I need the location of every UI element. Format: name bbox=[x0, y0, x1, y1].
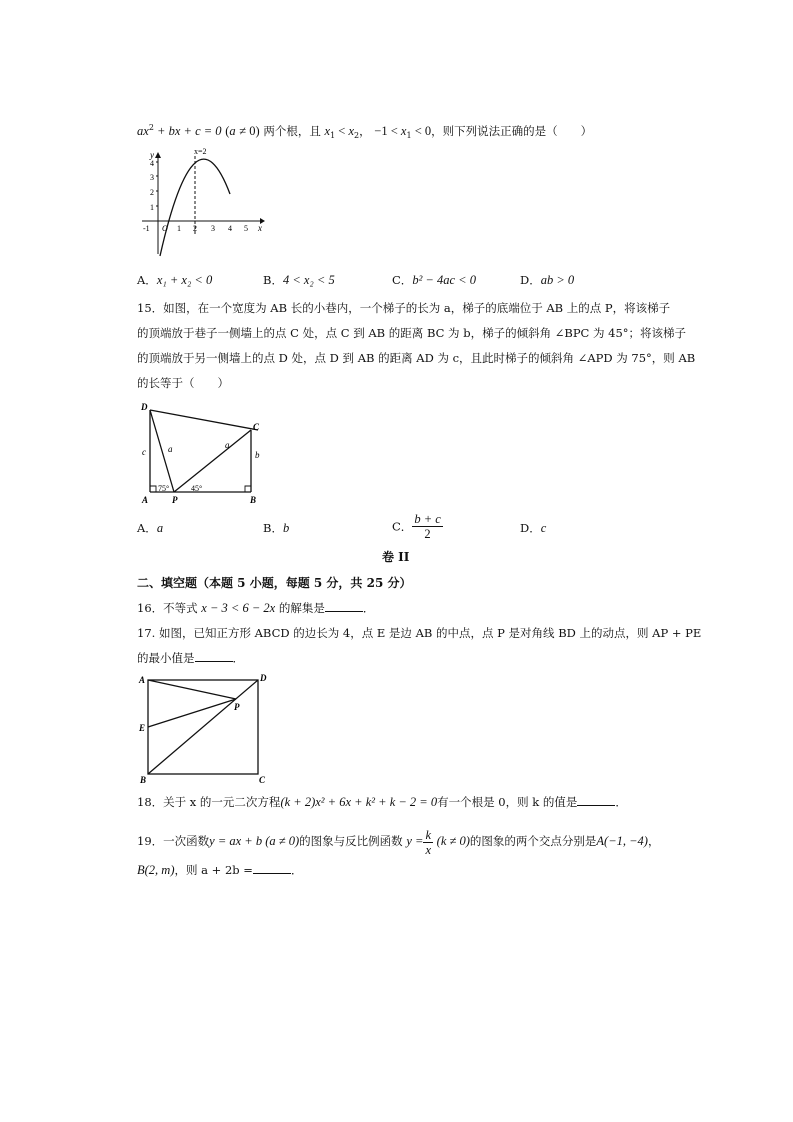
answer-blank bbox=[577, 795, 615, 806]
answer-blank bbox=[325, 601, 363, 612]
label-ladder-a2: a bbox=[225, 440, 230, 450]
section-heading: 二、填空题（本题 5 小题，每题 5 分，共 25 分） bbox=[137, 576, 412, 590]
label-a: A bbox=[139, 675, 146, 685]
label-b: B bbox=[250, 495, 257, 505]
q14-option-a: A．x₁ + x₂ < 0 bbox=[137, 273, 213, 287]
q18: 18．关于 x 的一元二次方程(k + 2)x² + 6x + k² + k − 2 = 0有一个根是 0，则 k 的值是 ． bbox=[137, 795, 627, 809]
answer-blank bbox=[253, 863, 291, 874]
y-tick: 3 bbox=[150, 173, 154, 182]
y-tick: 1 bbox=[150, 203, 154, 212]
y-tick: 4 bbox=[150, 159, 154, 168]
label-b: B bbox=[140, 775, 147, 784]
label-d: D bbox=[141, 402, 148, 412]
label-a: A bbox=[142, 495, 149, 505]
x-tick: 4 bbox=[228, 224, 232, 233]
q15-option-b: B．b bbox=[263, 521, 290, 535]
q15-line-3: 的顶端放于另一侧墙上的点 D 处，点 D 到 AB 的距离 AD 为 c，且此时梯子的倾斜角 ∠APD 为 75°，则 AB bbox=[137, 351, 696, 365]
q17-line-1: 17. 如图，已知正方形 ABCD 的边长为 4，点 E 是边 AB 的中点，点 P 是对角线 BD 上的动点，则 AP + PE bbox=[137, 626, 702, 640]
label-c: C bbox=[253, 422, 260, 432]
label-ladder-a1: a bbox=[168, 444, 173, 454]
q14-option-d: D．ab > 0 bbox=[520, 273, 575, 287]
q14-option-b: B．4 < x₂ < 5 bbox=[263, 273, 335, 287]
label-p: P bbox=[234, 702, 240, 712]
label-d: D bbox=[260, 673, 267, 683]
label-c: C bbox=[259, 775, 266, 784]
vline-label: x=2 bbox=[194, 147, 207, 156]
label-side-c: c bbox=[142, 447, 146, 457]
fraction: $\frac{k}{x}$ bbox=[425, 827, 431, 857]
q19-line-2: B(2, m)，则 a + 2b = ． bbox=[137, 863, 303, 877]
fraction: $\frac{b + c}{2}$ bbox=[414, 512, 441, 541]
q17-square-figure bbox=[138, 672, 270, 784]
q14-stem: $ax^2$ + bx + c = 0 (a ≠ 0) 两个根，且 $x_1 < x_2$， $-1 < x_1 < 0$，则下列说法正确的是（ ） bbox=[137, 123, 593, 141]
axis-x-label: x bbox=[258, 223, 262, 233]
q15-ladder-figure bbox=[138, 400, 270, 506]
q14-parabola-figure bbox=[138, 146, 268, 258]
label-side-b: b bbox=[255, 450, 260, 460]
q19-line-1: 19．一次函数y = ax + b (a ≠ 0)的图象与反比例函数 y = $\frac{k}{x}$ (k ≠ 0)的图象的两个交点分别是A(−1, −4)， bbox=[137, 827, 660, 857]
q15-line-1: 15．如图，在一个宽度为 AB 长的小巷内，一个梯子的长为 a，梯子的底端位于 AB 上的点 P，将该梯子 bbox=[137, 301, 671, 315]
origin-label: O bbox=[162, 224, 168, 233]
q15-option-a: A．a bbox=[137, 521, 164, 535]
x-tick: -1 bbox=[143, 224, 150, 233]
label-angle-45: 45° bbox=[191, 484, 203, 493]
q15-line-2: 的顶端放于巷子一侧墙上的点 C 处，点 C 到 AB 的距离 BC 为 b，梯子的倾斜角 ∠BPC 为 45°；将该梯子 bbox=[137, 326, 687, 340]
volume-title: 卷 II bbox=[382, 550, 410, 564]
q17-line-2: 的最小值是 ． bbox=[137, 651, 244, 665]
q15-line-4: 的长等于（ ） bbox=[137, 376, 229, 390]
x-tick: 2 bbox=[193, 224, 197, 233]
x-tick: 5 bbox=[244, 224, 248, 233]
y-tick: 2 bbox=[150, 188, 154, 197]
x-tick: 1 bbox=[177, 224, 181, 233]
label-e: E bbox=[139, 723, 146, 733]
answer-blank bbox=[195, 651, 233, 662]
q16: 16．不等式 x − 3 < 6 − 2x 的解集是 ． bbox=[137, 601, 375, 615]
label-p: P bbox=[172, 495, 178, 505]
q15-option-d: D．c bbox=[520, 521, 547, 535]
q15-option-c: C． $\frac{b + c}{2}$ bbox=[392, 512, 441, 541]
label-angle-75: 75° bbox=[158, 484, 170, 493]
x-tick: 3 bbox=[211, 224, 215, 233]
q14-option-c: C．b² − 4ac < 0 bbox=[392, 273, 476, 287]
axis-y-label: y bbox=[150, 150, 154, 160]
